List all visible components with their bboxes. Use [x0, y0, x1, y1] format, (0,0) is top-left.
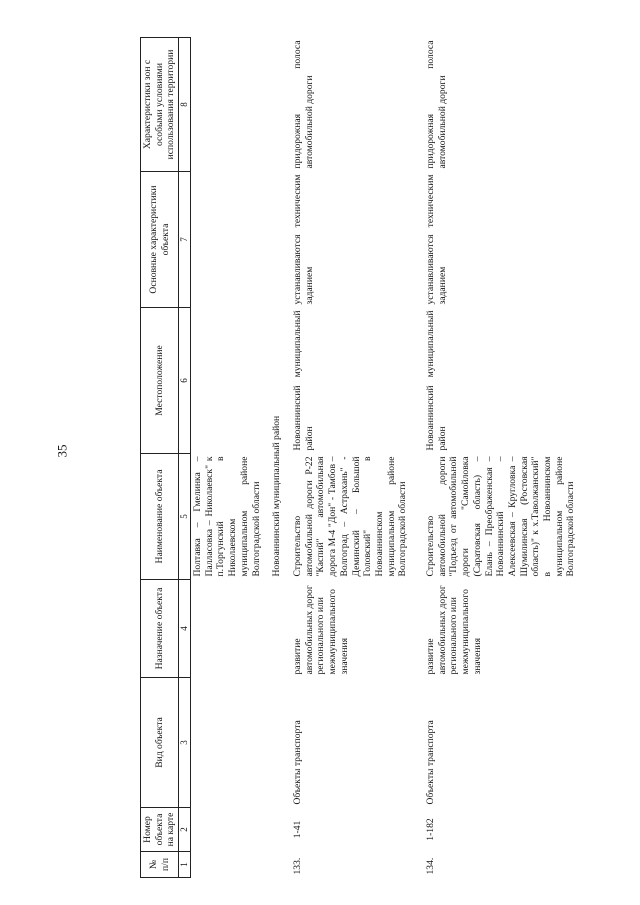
section-title: Новоаннинский муниципальный район: [271, 415, 283, 577]
row-zones: придорожная полоса автомобильной дороги: [292, 40, 315, 169]
continuation-row: [191, 38, 264, 878]
header-characteristics: Основные характеристики объекта: [141, 172, 179, 308]
row-num: 133.: [292, 857, 303, 875]
objects-table: [140, 37, 578, 878]
row-name: Строительство автомобильной дороги "Подъезд от автомобильной дороги "Самойловка (Саратовская область) – Елань – Преображенская – Новоаннинский – Алексеевская – Кругловка – Шумилинская (Ростовская область)" к х.Таволжанский" в Новоаннинском муниципальном районе Волгоградской области: [425, 456, 577, 577]
header-row: [141, 38, 179, 878]
spacer-row: [410, 38, 424, 878]
page-number: 35: [54, 444, 70, 458]
col-number: 1: [179, 852, 191, 878]
continuation-name: Полтавка – Гмелинка – Палласовка – Николаевск" к п.Торгунский в Николаевском муниципальном районе Волгоградской области: [192, 456, 262, 577]
row-location: Новоаннинский муниципальный район: [292, 310, 315, 451]
col-number: 3: [179, 678, 191, 808]
header-zones: Характеристики зон с особыми условиями использования территории: [141, 38, 179, 172]
col-number: 7: [179, 172, 191, 308]
header-map-id: Номер объекта на карте: [141, 808, 179, 852]
header-type: Вид объекта: [141, 678, 179, 808]
col-number: 5: [179, 454, 191, 580]
row-characteristics: устанавливаются техническим заданием: [292, 174, 315, 305]
col-number: 4: [179, 580, 191, 678]
row-name: Строительство автомобильной дороги Р-22 "Каспий" автомобильная дорога М-4 "Дон" - Тамбов – Волгоград – Астрахань" - Деминский – Большой Головский" в Новоаннинском муниципальном районе Волгоградской области: [292, 456, 409, 577]
col-number: 8: [179, 38, 191, 172]
header-location: Местоположение: [141, 308, 179, 454]
row-type: Объекты транспорта: [292, 720, 303, 805]
row-purpose: развитие автомобильных дорог регионального или межмуниципального значения: [425, 585, 483, 675]
header-purpose: Назначение объекта: [141, 580, 179, 678]
row-purpose: развитие автомобильных дорог регионального или межмуниципального значения: [292, 585, 350, 675]
row-num: 134.: [425, 857, 437, 875]
row-location: Новоаннинский муниципальный район: [425, 310, 448, 451]
row-map-id: 1-41: [292, 820, 303, 839]
header-num: № п/п: [141, 852, 179, 878]
section-row: [263, 38, 291, 878]
row-map-id: 1-182: [425, 818, 437, 841]
header-name: Наименование объекта: [141, 454, 179, 580]
table-row: [424, 38, 578, 878]
row-type: Объекты транспорта: [425, 720, 437, 805]
row-zones: придорожная полоса автомобильной дороги: [425, 40, 448, 169]
rotated-page: [140, 38, 640, 878]
col-number: 6: [179, 308, 191, 454]
table-row: [291, 38, 410, 878]
column-number-row: [179, 38, 191, 878]
col-number: 2: [179, 808, 191, 852]
row-characteristics: устанавливаются техническим заданием: [425, 174, 448, 305]
